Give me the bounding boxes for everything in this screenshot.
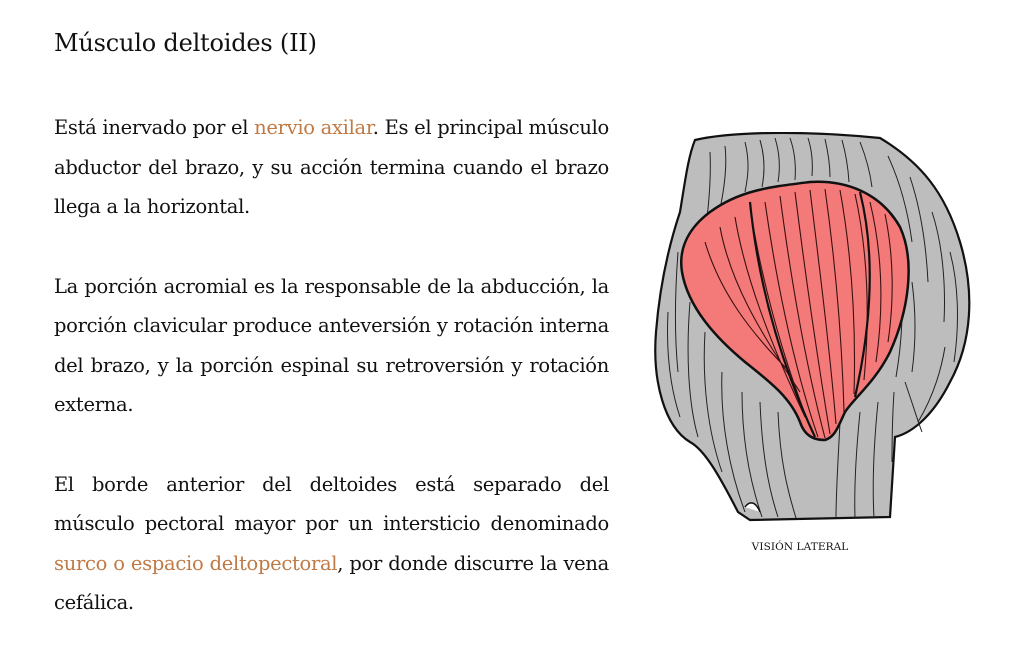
deltoid-lateral-view-drawing [650, 132, 980, 527]
page-title: Músculo deltoides (II) [54, 29, 317, 57]
paragraph-1-text-after: . Es el principal músculo abductor del brazo, y su acción termina cuando el brazo llega a la horizontal. [54, 116, 609, 218]
figure-caption: VISIÓN LATERAL [751, 541, 849, 553]
deltoid-illustration [650, 132, 980, 527]
nervio-axilar-link[interactable]: nervio axilar [254, 116, 373, 139]
paragraph-3-text-after: , por donde discurre la vena cefálica. [54, 551, 609, 614]
paragraph-anterior-border [54, 465, 609, 623]
text-column [54, 108, 609, 663]
paragraph-innervation [54, 108, 609, 227]
paragraph-1-text-before: Está inervado por el [54, 116, 255, 139]
paragraph-portions: La porción acromial es la responsable de la abducción, la porción clavicular produce anteversión y rotación interna del brazo, y la porción espinal su retroversión y rotación externa. [54, 274, 609, 416]
paragraph-3-text-before: El borde anterior del deltoides está separado del músculo pectoral mayor por un intersticio denominado [54, 472, 609, 535]
surco-deltopectoral-link[interactable]: surco o espacio deltopectoral [54, 551, 338, 575]
